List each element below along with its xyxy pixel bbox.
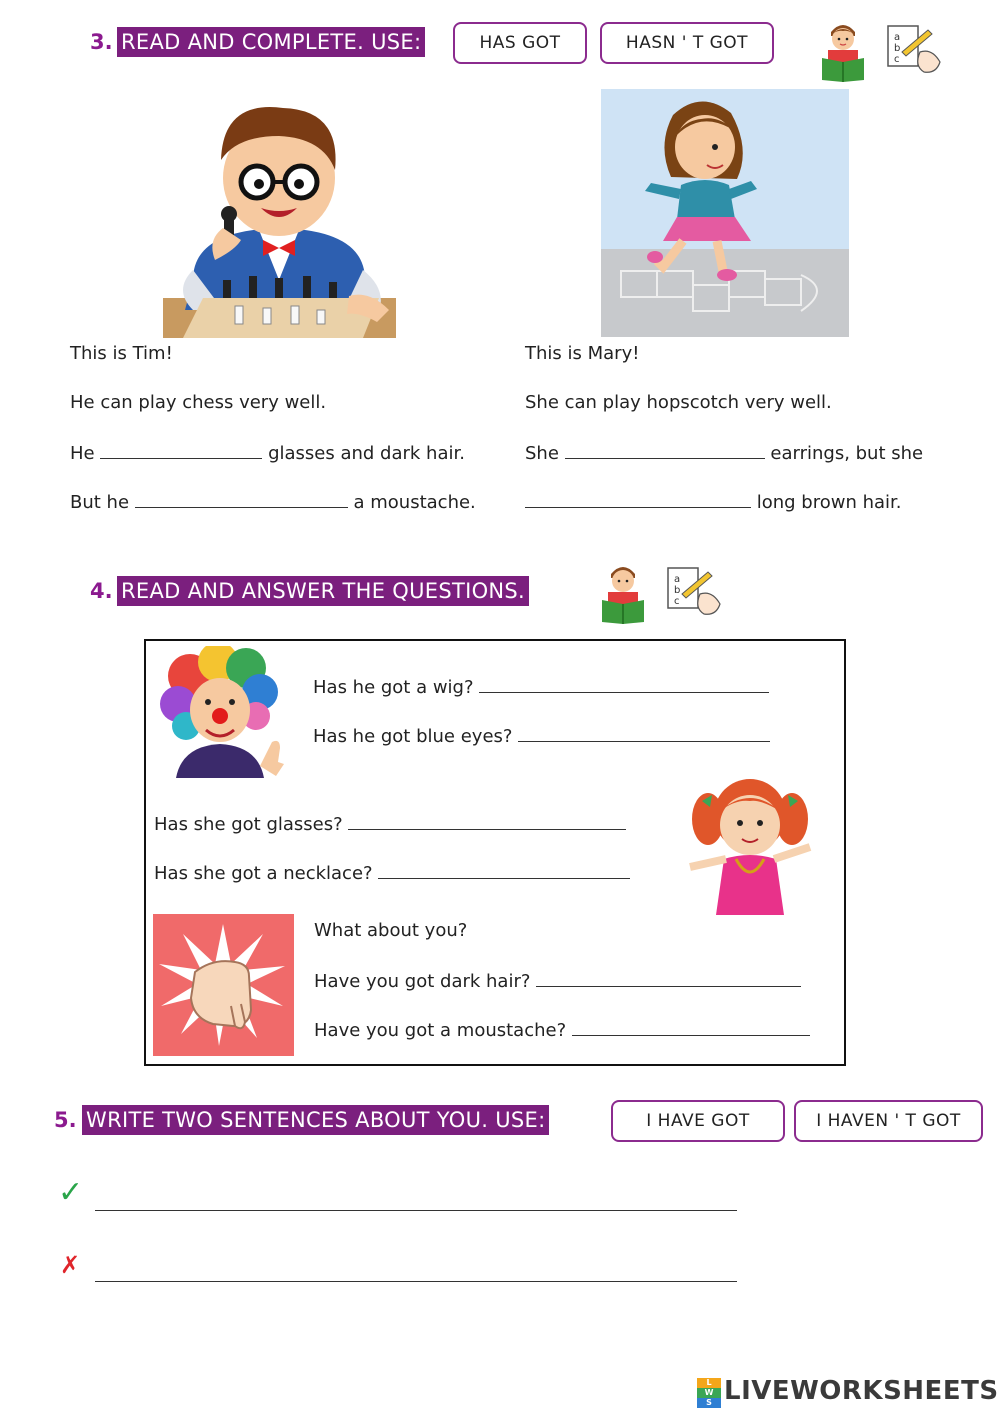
section-5-number: 5.	[54, 1108, 77, 1132]
sentence-line-negative[interactable]	[95, 1281, 737, 1282]
pencil-writing-icon	[884, 22, 944, 80]
svg-text:b: b	[894, 43, 901, 54]
question-1-text: Has he got a wig?	[313, 677, 474, 698]
section-4-number: 4.	[90, 579, 113, 603]
answer-blank-mary-1[interactable]	[565, 440, 765, 459]
chess-boy-illustration	[163, 100, 396, 338]
answer-blank-q2[interactable]	[518, 723, 770, 742]
word-box-i-have-got: I HAVE GOT	[611, 1100, 785, 1142]
tim-line-3	[70, 440, 465, 466]
check-icon: ✓	[58, 1175, 84, 1210]
section-5-heading: WRITE TWO SENTENCES ABOUT YOU. USE:	[82, 1105, 549, 1135]
pencil-writing-icon	[664, 564, 724, 622]
logo-tile-w: W	[697, 1388, 721, 1398]
question-3-text: Has she got glasses?	[154, 814, 343, 835]
svg-text:c: c	[674, 596, 680, 607]
pointing-finger-illustration	[153, 914, 294, 1056]
word-box-has-got: HAS GOT	[453, 22, 587, 64]
svg-text:a: a	[674, 574, 681, 585]
answer-blank-q6[interactable]	[536, 968, 801, 987]
mary-line-2: She can play hopscotch very well.	[525, 392, 832, 413]
liveworksheets-logo: LIVEWORKSHEETS	[724, 1376, 999, 1406]
logo-tile-s: S	[697, 1398, 721, 1408]
tim-line-2: He can play chess very well.	[70, 392, 327, 413]
tim-line-3-end: glasses and dark hair.	[268, 443, 465, 464]
sentence-line-positive[interactable]	[95, 1210, 737, 1211]
tim-line-1: This is Tim!	[70, 343, 173, 364]
liveworksheets-logo-mark	[697, 1378, 721, 1408]
answer-blank-q4[interactable]	[378, 860, 630, 879]
svg-text:a: a	[894, 32, 901, 43]
question-row-7	[314, 1017, 810, 1043]
question-4-text: Has she got a necklace?	[154, 863, 373, 884]
what-about-you: What about you?	[314, 920, 468, 941]
mary-line-3-start: She	[525, 443, 559, 464]
mary-line-4-end: long brown hair.	[756, 492, 902, 513]
question-row-4	[154, 860, 630, 886]
section-3-number: 3.	[90, 30, 113, 54]
word-box-hasnt-got: HASN ' T GOT	[600, 22, 774, 64]
question-row-6	[314, 968, 801, 994]
cross-icon: ✗	[60, 1251, 81, 1279]
question-7-text: Have you got a moustache?	[314, 1020, 567, 1041]
logo-tile-l: L	[697, 1378, 721, 1388]
tim-line-4-start: But he	[70, 492, 130, 513]
question-row-2	[313, 723, 770, 749]
answer-blank-tim-1[interactable]	[100, 440, 262, 459]
mary-line-1: This is Mary!	[525, 343, 640, 364]
tim-line-3-start: He	[70, 443, 95, 464]
question-6-text: Have you got dark hair?	[314, 971, 531, 992]
answer-blank-q1[interactable]	[479, 674, 769, 693]
mary-line-3-end: earrings, but she	[770, 443, 924, 464]
svg-text:c: c	[894, 54, 900, 65]
question-2-text: Has he got blue eyes?	[313, 726, 513, 747]
answer-blank-tim-2[interactable]	[135, 489, 348, 508]
tim-line-4-end: a moustache.	[353, 492, 476, 513]
answer-blank-mary-2[interactable]	[525, 489, 751, 508]
section-3-heading: READ AND COMPLETE. USE:	[117, 27, 425, 57]
red-hair-girl-illustration	[680, 775, 820, 917]
answer-blank-q3[interactable]	[348, 811, 626, 830]
mary-line-4	[525, 489, 902, 515]
question-row-1	[313, 674, 769, 700]
hopscotch-girl-illustration	[601, 89, 849, 337]
answer-blank-q7[interactable]	[572, 1017, 810, 1036]
question-row-3	[154, 811, 626, 837]
clown-illustration	[160, 646, 290, 778]
mary-line-3	[525, 440, 923, 466]
svg-text:b: b	[674, 585, 681, 596]
reading-boy-icon	[818, 18, 868, 82]
reading-boy-icon	[598, 560, 648, 624]
section-4-heading: READ AND ANSWER THE QUESTIONS.	[117, 576, 529, 606]
word-box-i-havent-got: I HAVEN ' T GOT	[794, 1100, 983, 1142]
tim-line-4	[70, 489, 476, 515]
